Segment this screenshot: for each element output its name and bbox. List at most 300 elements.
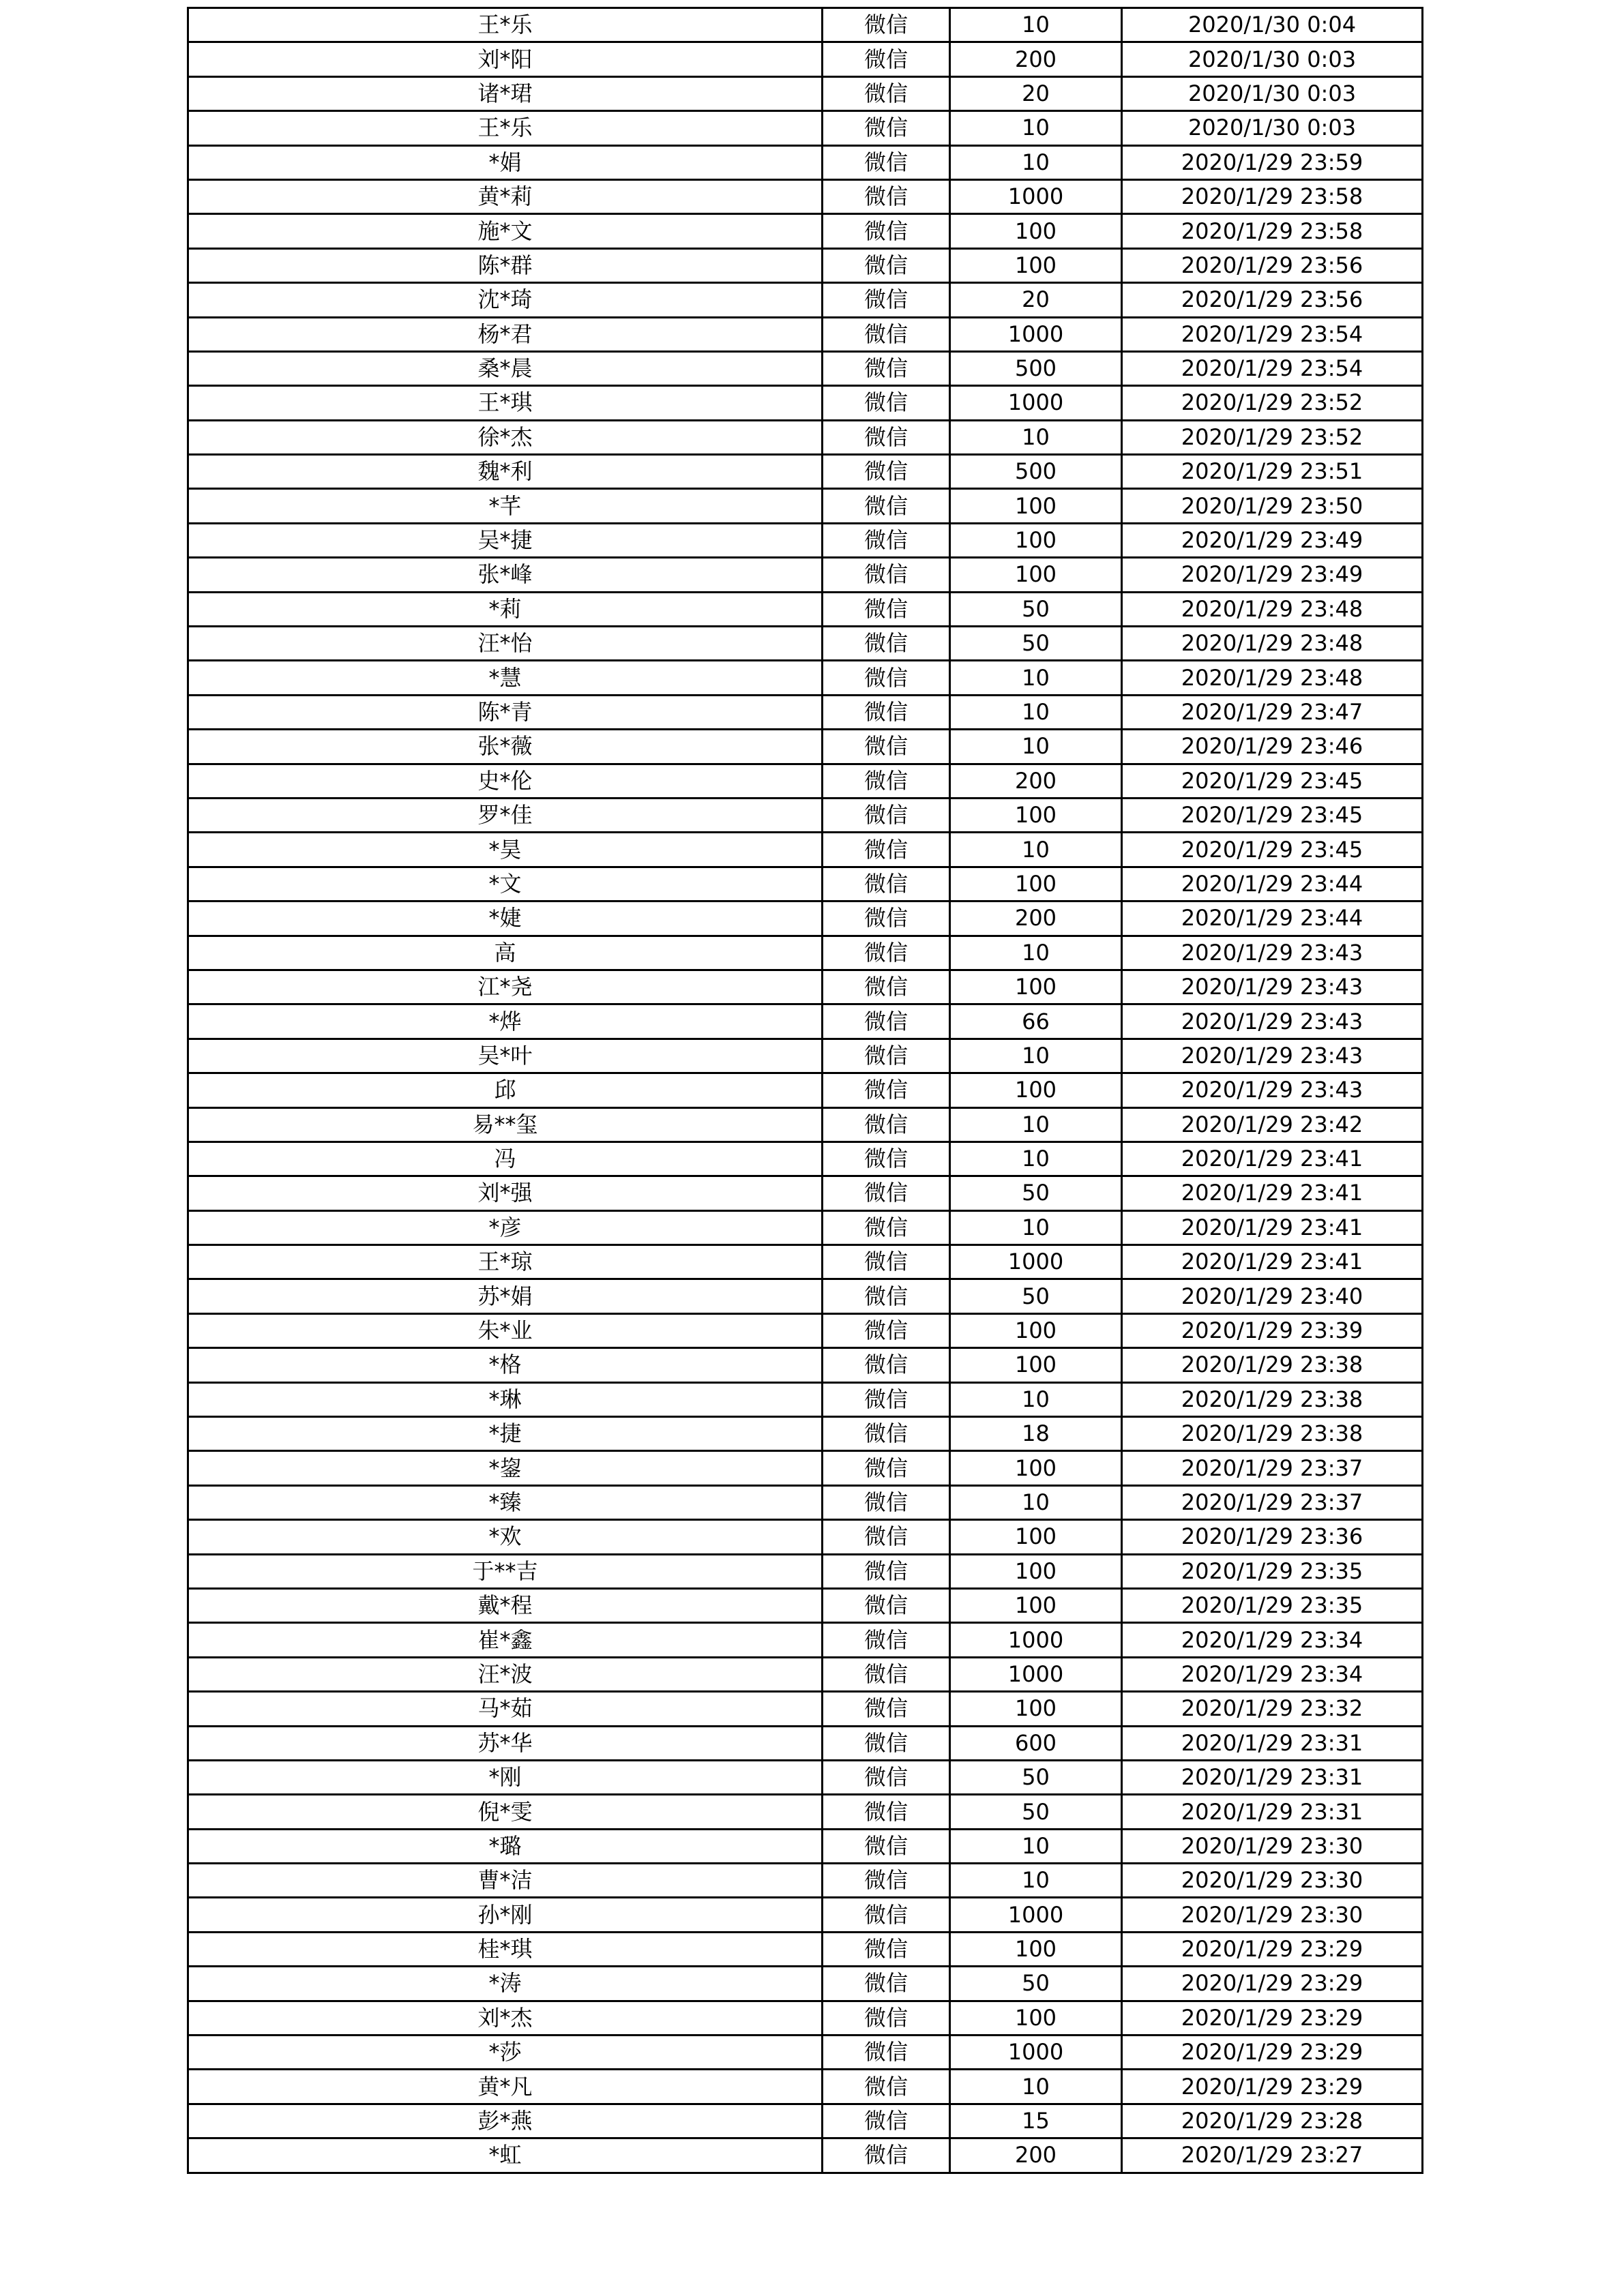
donor-name-cell: 黄*莉 bbox=[188, 179, 823, 213]
donor-name-cell: 曹*洁 bbox=[188, 1864, 823, 1898]
timestamp-cell: 2020/1/29 23:27 bbox=[1122, 2138, 1423, 2173]
amount-cell: 100 bbox=[950, 1520, 1122, 1554]
donor-name-cell: 于**吉 bbox=[188, 1554, 823, 1588]
table-row bbox=[188, 455, 1423, 489]
timestamp-cell: 2020/1/29 23:58 bbox=[1122, 214, 1423, 248]
amount-cell: 100 bbox=[950, 248, 1122, 282]
amount-cell: 1000 bbox=[950, 386, 1122, 420]
amount-cell: 15 bbox=[950, 2104, 1122, 2138]
timestamp-cell: 2020/1/29 23:30 bbox=[1122, 1829, 1423, 1863]
timestamp-cell: 2020/1/29 23:43 bbox=[1122, 1039, 1423, 1073]
amount-cell: 10 bbox=[950, 1829, 1122, 1863]
donor-name-cell: 史*伦 bbox=[188, 764, 823, 798]
timestamp-cell: 2020/1/29 23:35 bbox=[1122, 1588, 1423, 1622]
amount-cell: 10 bbox=[950, 1210, 1122, 1244]
amount-cell: 10 bbox=[950, 1485, 1122, 1519]
donor-name-cell: 汪*怡 bbox=[188, 627, 823, 661]
table-row bbox=[188, 351, 1423, 385]
table-row bbox=[188, 214, 1423, 248]
table-row bbox=[188, 489, 1423, 523]
amount-cell: 50 bbox=[950, 1279, 1122, 1313]
timestamp-cell: 2020/1/29 23:28 bbox=[1122, 2104, 1423, 2138]
table-row bbox=[188, 1142, 1423, 1176]
donor-name-cell: *臻 bbox=[188, 1485, 823, 1519]
donor-name-cell: 江*尧 bbox=[188, 970, 823, 1004]
amount-cell: 1000 bbox=[950, 2036, 1122, 2070]
payment-method-cell: 微信 bbox=[823, 111, 950, 145]
amount-cell: 10 bbox=[950, 1039, 1122, 1073]
payment-method-cell: 微信 bbox=[823, 558, 950, 592]
donor-name-cell: 彭*燕 bbox=[188, 2104, 823, 2138]
table-row bbox=[188, 1039, 1423, 1073]
donor-name-cell: *莉 bbox=[188, 592, 823, 626]
payment-method-cell: 微信 bbox=[823, 1313, 950, 1347]
amount-cell: 1000 bbox=[950, 179, 1122, 213]
amount-cell: 20 bbox=[950, 76, 1122, 110]
amount-cell: 1000 bbox=[950, 1623, 1122, 1657]
donor-name-cell: *娟 bbox=[188, 145, 823, 179]
timestamp-cell: 2020/1/29 23:29 bbox=[1122, 2070, 1423, 2104]
payment-method-cell: 微信 bbox=[823, 179, 950, 213]
donor-name-cell: *涛 bbox=[188, 1967, 823, 2001]
timestamp-cell: 2020/1/29 23:29 bbox=[1122, 2036, 1423, 2070]
payment-method-cell: 微信 bbox=[823, 1004, 950, 1039]
amount-cell: 10 bbox=[950, 936, 1122, 970]
amount-cell: 50 bbox=[950, 627, 1122, 661]
payment-method-cell: 微信 bbox=[823, 2070, 950, 2104]
timestamp-cell: 2020/1/29 23:40 bbox=[1122, 1279, 1423, 1313]
amount-cell: 10 bbox=[950, 1107, 1122, 1142]
payment-method-cell: 微信 bbox=[823, 1760, 950, 1794]
donor-name-cell: *璐 bbox=[188, 1829, 823, 1863]
table-row bbox=[188, 76, 1423, 110]
timestamp-cell: 2020/1/29 23:34 bbox=[1122, 1657, 1423, 1691]
donor-name-cell: 王*乐 bbox=[188, 111, 823, 145]
timestamp-cell: 2020/1/29 23:47 bbox=[1122, 695, 1423, 729]
table-row bbox=[188, 1485, 1423, 1519]
donor-name-cell: *莎 bbox=[188, 2036, 823, 2070]
timestamp-cell: 2020/1/29 23:43 bbox=[1122, 1004, 1423, 1039]
amount-cell: 600 bbox=[950, 1726, 1122, 1760]
donor-name-cell: 苏*华 bbox=[188, 1726, 823, 1760]
table-row bbox=[188, 1417, 1423, 1451]
timestamp-cell: 2020/1/29 23:38 bbox=[1122, 1382, 1423, 1416]
donor-name-cell: *虹 bbox=[188, 2138, 823, 2173]
donor-name-cell: *慧 bbox=[188, 661, 823, 695]
timestamp-cell: 2020/1/29 23:49 bbox=[1122, 558, 1423, 592]
payment-method-cell: 微信 bbox=[823, 627, 950, 661]
payment-method-cell: 微信 bbox=[823, 1210, 950, 1244]
timestamp-cell: 2020/1/29 23:43 bbox=[1122, 1073, 1423, 1107]
timestamp-cell: 2020/1/29 23:39 bbox=[1122, 1313, 1423, 1347]
donor-name-cell: 吴*捷 bbox=[188, 523, 823, 557]
amount-cell: 200 bbox=[950, 2138, 1122, 2173]
donor-name-cell: *彦 bbox=[188, 1210, 823, 1244]
timestamp-cell: 2020/1/29 23:30 bbox=[1122, 1898, 1423, 1932]
timestamp-cell: 2020/1/29 23:31 bbox=[1122, 1795, 1423, 1829]
table-row bbox=[188, 1451, 1423, 1485]
amount-cell: 100 bbox=[950, 1451, 1122, 1485]
timestamp-cell: 2020/1/29 23:52 bbox=[1122, 386, 1423, 420]
amount-cell: 100 bbox=[950, 867, 1122, 901]
timestamp-cell: 2020/1/29 23:54 bbox=[1122, 317, 1423, 351]
table-row bbox=[188, 661, 1423, 695]
amount-cell: 10 bbox=[950, 8, 1122, 42]
payment-method-cell: 微信 bbox=[823, 1279, 950, 1313]
amount-cell: 100 bbox=[950, 1073, 1122, 1107]
table-row bbox=[188, 2104, 1423, 2138]
payment-method-cell: 微信 bbox=[823, 1795, 950, 1829]
amount-cell: 50 bbox=[950, 1967, 1122, 2001]
payment-method-cell: 微信 bbox=[823, 867, 950, 901]
amount-cell: 50 bbox=[950, 592, 1122, 626]
amount-cell: 10 bbox=[950, 420, 1122, 454]
timestamp-cell: 2020/1/29 23:30 bbox=[1122, 1864, 1423, 1898]
donor-name-cell: 冯 bbox=[188, 1142, 823, 1176]
payment-method-cell: 微信 bbox=[823, 1107, 950, 1142]
amount-cell: 200 bbox=[950, 901, 1122, 936]
timestamp-cell: 2020/1/30 0:03 bbox=[1122, 42, 1423, 76]
amount-cell: 100 bbox=[950, 1588, 1122, 1622]
donor-name-cell: 陈*青 bbox=[188, 695, 823, 729]
donor-name-cell: 高 bbox=[188, 936, 823, 970]
payment-method-cell: 微信 bbox=[823, 1588, 950, 1622]
payment-method-cell: 微信 bbox=[823, 489, 950, 523]
payment-method-cell: 微信 bbox=[823, 283, 950, 317]
timestamp-cell: 2020/1/29 23:42 bbox=[1122, 1107, 1423, 1142]
table-row bbox=[188, 867, 1423, 901]
payment-method-cell: 微信 bbox=[823, 1692, 950, 1726]
payment-method-cell: 微信 bbox=[823, 1382, 950, 1416]
payment-method-cell: 微信 bbox=[823, 1898, 950, 1932]
amount-cell: 10 bbox=[950, 1864, 1122, 1898]
amount-cell: 1000 bbox=[950, 1898, 1122, 1932]
donation-table bbox=[187, 7, 1423, 2174]
timestamp-cell: 2020/1/29 23:41 bbox=[1122, 1176, 1423, 1210]
timestamp-cell: 2020/1/29 23:45 bbox=[1122, 833, 1423, 867]
donor-name-cell: *烨 bbox=[188, 1004, 823, 1039]
payment-method-cell: 微信 bbox=[823, 420, 950, 454]
payment-method-cell: 微信 bbox=[823, 1417, 950, 1451]
table-row bbox=[188, 1726, 1423, 1760]
table-row bbox=[188, 1004, 1423, 1039]
donor-name-cell: *格 bbox=[188, 1348, 823, 1382]
donor-name-cell: 汪*波 bbox=[188, 1657, 823, 1691]
payment-method-cell: 微信 bbox=[823, 317, 950, 351]
table-row bbox=[188, 1898, 1423, 1932]
amount-cell: 1000 bbox=[950, 1245, 1122, 1279]
amount-cell: 10 bbox=[950, 695, 1122, 729]
timestamp-cell: 2020/1/29 23:54 bbox=[1122, 351, 1423, 385]
donor-name-cell: 刘*杰 bbox=[188, 2001, 823, 2035]
amount-cell: 200 bbox=[950, 42, 1122, 76]
table-row bbox=[188, 695, 1423, 729]
timestamp-cell: 2020/1/29 23:48 bbox=[1122, 592, 1423, 626]
timestamp-cell: 2020/1/29 23:46 bbox=[1122, 730, 1423, 764]
amount-cell: 200 bbox=[950, 764, 1122, 798]
timestamp-cell: 2020/1/29 23:35 bbox=[1122, 1554, 1423, 1588]
table-row bbox=[188, 1176, 1423, 1210]
amount-cell: 50 bbox=[950, 1176, 1122, 1210]
timestamp-cell: 2020/1/30 0:03 bbox=[1122, 111, 1423, 145]
table-row bbox=[188, 1382, 1423, 1416]
timestamp-cell: 2020/1/29 23:45 bbox=[1122, 798, 1423, 832]
table-row bbox=[188, 558, 1423, 592]
donor-name-cell: 王*琪 bbox=[188, 386, 823, 420]
payment-method-cell: 微信 bbox=[823, 1623, 950, 1657]
donor-name-cell: 孙*刚 bbox=[188, 1898, 823, 1932]
payment-method-cell: 微信 bbox=[823, 2001, 950, 2035]
timestamp-cell: 2020/1/29 23:56 bbox=[1122, 283, 1423, 317]
donor-name-cell: 罗*佳 bbox=[188, 798, 823, 832]
timestamp-cell: 2020/1/29 23:31 bbox=[1122, 1726, 1423, 1760]
donor-name-cell: 刘*强 bbox=[188, 1176, 823, 1210]
payment-method-cell: 微信 bbox=[823, 351, 950, 385]
amount-cell: 100 bbox=[950, 1348, 1122, 1382]
payment-method-cell: 微信 bbox=[823, 76, 950, 110]
payment-method-cell: 微信 bbox=[823, 2104, 950, 2138]
donor-name-cell: 易**玺 bbox=[188, 1107, 823, 1142]
timestamp-cell: 2020/1/29 23:43 bbox=[1122, 936, 1423, 970]
payment-method-cell: 微信 bbox=[823, 1039, 950, 1073]
amount-cell: 10 bbox=[950, 2070, 1122, 2104]
payment-method-cell: 微信 bbox=[823, 1245, 950, 1279]
table-row bbox=[188, 1348, 1423, 1382]
timestamp-cell: 2020/1/30 0:04 bbox=[1122, 8, 1423, 42]
payment-method-cell: 微信 bbox=[823, 1176, 950, 1210]
payment-method-cell: 微信 bbox=[823, 592, 950, 626]
timestamp-cell: 2020/1/29 23:56 bbox=[1122, 248, 1423, 282]
table-row bbox=[188, 1829, 1423, 1863]
donor-name-cell: 魏*利 bbox=[188, 455, 823, 489]
amount-cell: 500 bbox=[950, 455, 1122, 489]
donor-name-cell: 诸*珺 bbox=[188, 76, 823, 110]
donor-name-cell: 王*琼 bbox=[188, 1245, 823, 1279]
timestamp-cell: 2020/1/29 23:44 bbox=[1122, 901, 1423, 936]
amount-cell: 50 bbox=[950, 1760, 1122, 1794]
table-row bbox=[188, 1520, 1423, 1554]
timestamp-cell: 2020/1/29 23:36 bbox=[1122, 1520, 1423, 1554]
timestamp-cell: 2020/1/29 23:59 bbox=[1122, 145, 1423, 179]
amount-cell: 100 bbox=[950, 1554, 1122, 1588]
donor-name-cell: 沈*琦 bbox=[188, 283, 823, 317]
timestamp-cell: 2020/1/29 23:41 bbox=[1122, 1142, 1423, 1176]
table-row bbox=[188, 627, 1423, 661]
payment-method-cell: 微信 bbox=[823, 695, 950, 729]
table-row bbox=[188, 1588, 1423, 1622]
donor-name-cell: 徐*杰 bbox=[188, 420, 823, 454]
amount-cell: 500 bbox=[950, 351, 1122, 385]
timestamp-cell: 2020/1/29 23:29 bbox=[1122, 1932, 1423, 1966]
donor-name-cell: 王*乐 bbox=[188, 8, 823, 42]
table-row bbox=[188, 1864, 1423, 1898]
amount-cell: 100 bbox=[950, 2001, 1122, 2035]
table-row bbox=[188, 317, 1423, 351]
timestamp-cell: 2020/1/29 23:52 bbox=[1122, 420, 1423, 454]
timestamp-cell: 2020/1/29 23:29 bbox=[1122, 1967, 1423, 2001]
donor-name-cell: 张*峰 bbox=[188, 558, 823, 592]
table-row bbox=[188, 248, 1423, 282]
table-row bbox=[188, 1623, 1423, 1657]
donor-name-cell: 黄*凡 bbox=[188, 2070, 823, 2104]
timestamp-cell: 2020/1/29 23:38 bbox=[1122, 1348, 1423, 1382]
amount-cell: 10 bbox=[950, 661, 1122, 695]
timestamp-cell: 2020/1/29 23:45 bbox=[1122, 764, 1423, 798]
payment-method-cell: 微信 bbox=[823, 970, 950, 1004]
amount-cell: 10 bbox=[950, 730, 1122, 764]
table-row bbox=[188, 1967, 1423, 2001]
payment-method-cell: 微信 bbox=[823, 214, 950, 248]
payment-method-cell: 微信 bbox=[823, 1726, 950, 1760]
timestamp-cell: 2020/1/29 23:34 bbox=[1122, 1623, 1423, 1657]
amount-cell: 10 bbox=[950, 1382, 1122, 1416]
table-row bbox=[188, 2138, 1423, 2173]
payment-method-cell: 微信 bbox=[823, 2138, 950, 2173]
payment-method-cell: 微信 bbox=[823, 1967, 950, 2001]
table-row bbox=[188, 1760, 1423, 1794]
payment-method-cell: 微信 bbox=[823, 1554, 950, 1588]
payment-method-cell: 微信 bbox=[823, 1864, 950, 1898]
payment-method-cell: 微信 bbox=[823, 1829, 950, 1863]
payment-method-cell: 微信 bbox=[823, 661, 950, 695]
amount-cell: 18 bbox=[950, 1417, 1122, 1451]
table-row bbox=[188, 1313, 1423, 1347]
payment-method-cell: 微信 bbox=[823, 730, 950, 764]
table-row bbox=[188, 901, 1423, 936]
amount-cell: 100 bbox=[950, 523, 1122, 557]
payment-method-cell: 微信 bbox=[823, 145, 950, 179]
timestamp-cell: 2020/1/29 23:48 bbox=[1122, 627, 1423, 661]
donor-name-cell: 陈*群 bbox=[188, 248, 823, 282]
donor-name-cell: *鋆 bbox=[188, 1451, 823, 1485]
table-row bbox=[188, 386, 1423, 420]
donor-name-cell: *刚 bbox=[188, 1760, 823, 1794]
donor-name-cell: *琳 bbox=[188, 1382, 823, 1416]
donor-name-cell: *芊 bbox=[188, 489, 823, 523]
table-row bbox=[188, 179, 1423, 213]
table-row bbox=[188, 523, 1423, 557]
amount-cell: 20 bbox=[950, 283, 1122, 317]
timestamp-cell: 2020/1/29 23:32 bbox=[1122, 1692, 1423, 1726]
payment-method-cell: 微信 bbox=[823, 1073, 950, 1107]
table-row bbox=[188, 2070, 1423, 2104]
table-row bbox=[188, 936, 1423, 970]
table-row bbox=[188, 1279, 1423, 1313]
timestamp-cell: 2020/1/29 23:43 bbox=[1122, 970, 1423, 1004]
payment-method-cell: 微信 bbox=[823, 764, 950, 798]
payment-method-cell: 微信 bbox=[823, 248, 950, 282]
payment-method-cell: 微信 bbox=[823, 1451, 950, 1485]
amount-cell: 100 bbox=[950, 1932, 1122, 1966]
donor-name-cell: 戴*程 bbox=[188, 1588, 823, 1622]
amount-cell: 66 bbox=[950, 1004, 1122, 1039]
table-row bbox=[188, 1795, 1423, 1829]
table-row bbox=[188, 1245, 1423, 1279]
amount-cell: 10 bbox=[950, 145, 1122, 179]
payment-method-cell: 微信 bbox=[823, 1520, 950, 1554]
timestamp-cell: 2020/1/29 23:50 bbox=[1122, 489, 1423, 523]
table-row bbox=[188, 1210, 1423, 1244]
timestamp-cell: 2020/1/29 23:37 bbox=[1122, 1451, 1423, 1485]
timestamp-cell: 2020/1/30 0:03 bbox=[1122, 76, 1423, 110]
donor-name-cell: 杨*君 bbox=[188, 317, 823, 351]
timestamp-cell: 2020/1/29 23:48 bbox=[1122, 661, 1423, 695]
payment-method-cell: 微信 bbox=[823, 2036, 950, 2070]
payment-method-cell: 微信 bbox=[823, 8, 950, 42]
donor-name-cell: 朱*业 bbox=[188, 1313, 823, 1347]
payment-method-cell: 微信 bbox=[823, 1142, 950, 1176]
payment-method-cell: 微信 bbox=[823, 523, 950, 557]
table-row bbox=[188, 1554, 1423, 1588]
donor-name-cell: 施*文 bbox=[188, 214, 823, 248]
payment-method-cell: 微信 bbox=[823, 1932, 950, 1966]
table-row bbox=[188, 1657, 1423, 1691]
donor-name-cell: 刘*阳 bbox=[188, 42, 823, 76]
payment-method-cell: 微信 bbox=[823, 798, 950, 832]
table-row bbox=[188, 833, 1423, 867]
amount-cell: 100 bbox=[950, 214, 1122, 248]
donor-name-cell: 邱 bbox=[188, 1073, 823, 1107]
payment-method-cell: 微信 bbox=[823, 1348, 950, 1382]
donor-name-cell: 吴*叶 bbox=[188, 1039, 823, 1073]
payment-method-cell: 微信 bbox=[823, 42, 950, 76]
table-row bbox=[188, 42, 1423, 76]
table-row bbox=[188, 1692, 1423, 1726]
amount-cell: 100 bbox=[950, 1313, 1122, 1347]
donor-name-cell: *欢 bbox=[188, 1520, 823, 1554]
table-row bbox=[188, 283, 1423, 317]
timestamp-cell: 2020/1/29 23:44 bbox=[1122, 867, 1423, 901]
table-row bbox=[188, 111, 1423, 145]
timestamp-cell: 2020/1/29 23:51 bbox=[1122, 455, 1423, 489]
table-row bbox=[188, 592, 1423, 626]
table-row bbox=[188, 2036, 1423, 2070]
amount-cell: 100 bbox=[950, 489, 1122, 523]
amount-cell: 50 bbox=[950, 1795, 1122, 1829]
donor-name-cell: *昊 bbox=[188, 833, 823, 867]
payment-method-cell: 微信 bbox=[823, 455, 950, 489]
donor-name-cell: *捷 bbox=[188, 1417, 823, 1451]
donor-name-cell: *文 bbox=[188, 867, 823, 901]
table-row bbox=[188, 730, 1423, 764]
timestamp-cell: 2020/1/29 23:41 bbox=[1122, 1245, 1423, 1279]
payment-method-cell: 微信 bbox=[823, 386, 950, 420]
donor-name-cell: 桑*晨 bbox=[188, 351, 823, 385]
table-row bbox=[188, 1073, 1423, 1107]
amount-cell: 100 bbox=[950, 1692, 1122, 1726]
donor-name-cell: 倪*雯 bbox=[188, 1795, 823, 1829]
timestamp-cell: 2020/1/29 23:37 bbox=[1122, 1485, 1423, 1519]
table-body bbox=[188, 8, 1423, 2173]
amount-cell: 1000 bbox=[950, 317, 1122, 351]
amount-cell: 100 bbox=[950, 558, 1122, 592]
donor-name-cell: 桂*琪 bbox=[188, 1932, 823, 1966]
payment-method-cell: 微信 bbox=[823, 1657, 950, 1691]
donor-name-cell: *婕 bbox=[188, 901, 823, 936]
table-row bbox=[188, 970, 1423, 1004]
payment-method-cell: 微信 bbox=[823, 1485, 950, 1519]
table-row bbox=[188, 8, 1423, 42]
timestamp-cell: 2020/1/29 23:31 bbox=[1122, 1760, 1423, 1794]
donor-name-cell: 崔*鑫 bbox=[188, 1623, 823, 1657]
amount-cell: 10 bbox=[950, 833, 1122, 867]
timestamp-cell: 2020/1/29 23:58 bbox=[1122, 179, 1423, 213]
table-row bbox=[188, 798, 1423, 832]
timestamp-cell: 2020/1/29 23:38 bbox=[1122, 1417, 1423, 1451]
amount-cell: 10 bbox=[950, 1142, 1122, 1176]
amount-cell: 100 bbox=[950, 970, 1122, 1004]
table-row bbox=[188, 145, 1423, 179]
